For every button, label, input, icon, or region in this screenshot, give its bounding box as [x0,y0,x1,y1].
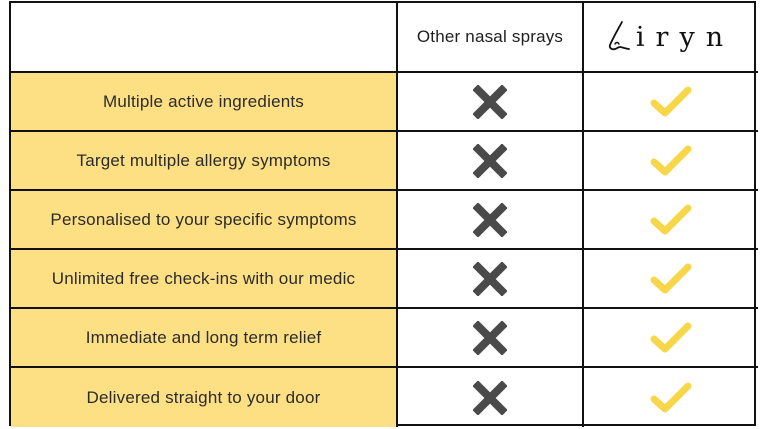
competitor-mark-cell [398,368,584,427]
feature-cell [11,191,398,250]
feature-label: Delivered straight to your door [86,387,321,407]
brand-mark-cell [584,250,758,309]
check-icon [650,381,692,415]
brand-mark-cell [584,368,758,427]
feature-cell [11,250,398,309]
feature-cell [11,309,398,368]
cross-icon [473,262,507,296]
comparison-table [9,1,756,426]
check-icon [650,203,692,237]
feature-label: Multiple active ingredients [103,91,304,111]
competitor-mark-cell [398,250,584,309]
check-icon [650,85,692,119]
check-icon [650,262,692,296]
cross-icon [473,144,507,178]
check-icon [650,321,692,355]
header-competitor-cell [398,3,584,73]
brand-logo [608,21,734,53]
cross-icon [473,381,507,415]
competitor-label: Other nasal sprays [416,27,564,46]
brand-mark-cell [584,309,758,368]
brand-mark-cell [584,191,758,250]
cross-icon [473,85,507,119]
cross-icon [473,321,507,355]
feature-label: Immediate and long term relief [85,327,322,347]
feature-label: Personalised to your specific symptoms [50,209,357,229]
competitor-mark-cell [398,73,584,132]
brand-name: iryn [635,21,735,53]
header-empty-cell [11,3,398,73]
feature-cell [11,132,398,191]
header-brand-cell [584,3,758,73]
check-icon [650,144,692,178]
brand-mark-cell [584,73,758,132]
feature-cell [11,73,398,132]
nose-icon [608,21,632,53]
brand-mark-cell [584,132,758,191]
feature-cell [11,368,398,427]
competitor-mark-cell [398,132,584,191]
competitor-mark-cell [398,191,584,250]
feature-label: Target multiple allergy symptoms [76,150,331,170]
competitor-mark-cell [398,309,584,368]
cross-icon [473,203,507,237]
feature-label: Unlimited free check-ins with our medic [51,268,356,288]
